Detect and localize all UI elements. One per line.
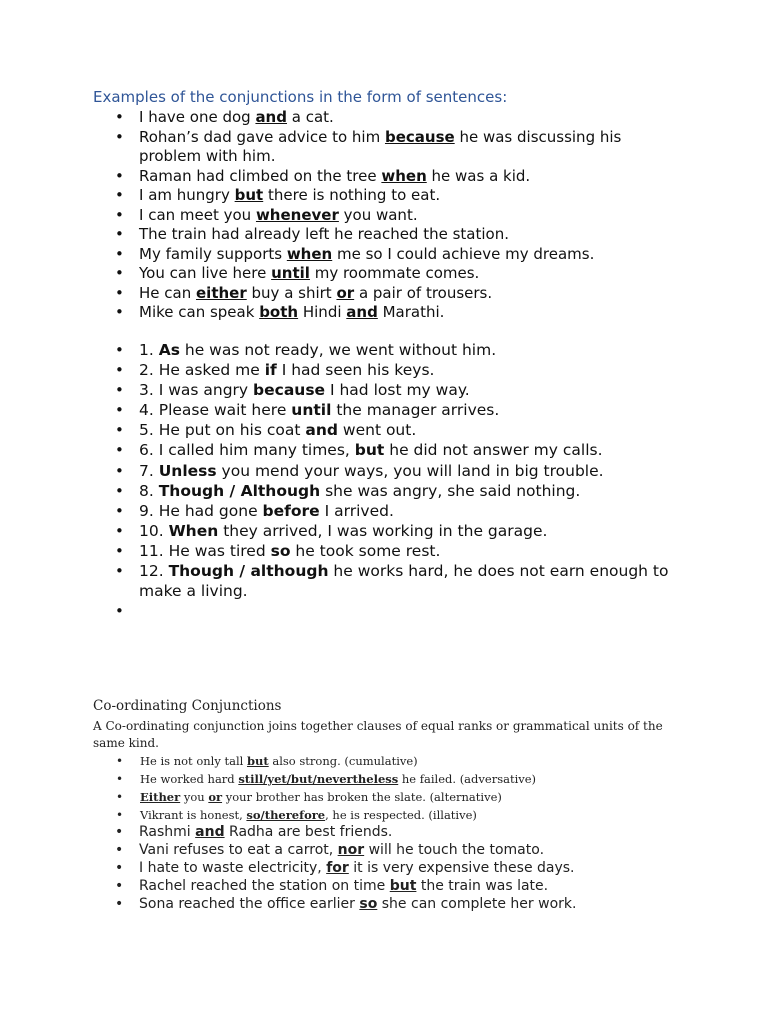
sentence-text: also strong. (cumulative) — [268, 754, 418, 768]
conjunction-keyword: and — [195, 824, 225, 840]
sentence-text: Mike can speak — [139, 303, 260, 321]
conjunction-keyword: and — [255, 108, 287, 126]
sentence-text: you — [180, 790, 209, 804]
section-heading-examples: Examples of the conjunctions in the form of sentences: — [93, 88, 508, 106]
list-item — [0, 806, 768, 824]
sentence-text: a cat. — [286, 108, 334, 126]
examples-list-container — [0, 108, 768, 323]
sentence-text: your brother has broken the slate. (alternative) — [222, 790, 502, 804]
sentence-text: I arrived. — [319, 501, 394, 520]
sentence-text: 4. Please wait here — [139, 401, 292, 420]
list-item — [0, 340, 768, 360]
conjunction-keyword: until — [271, 264, 310, 282]
sentence-text: the train was late. — [416, 878, 549, 894]
list-item — [0, 461, 768, 481]
sentence-text: they arrived, I was working in the garage. — [218, 521, 548, 540]
sentence-text: My family supports — [139, 244, 287, 263]
conjunction-keyword: Though / Although — [158, 481, 321, 500]
sentence-text: went out. — [337, 421, 417, 440]
list-item — [0, 360, 768, 380]
list-item — [0, 108, 768, 128]
conjunction-keyword: when — [286, 244, 333, 263]
conjunction-keyword: either — [196, 283, 247, 302]
sentence-text: I have one dog — [139, 108, 256, 126]
conjunction-keyword: When — [168, 521, 219, 540]
sentence-text: I had seen his keys. — [276, 361, 435, 380]
sentence-text: 3. I was angry — [139, 381, 254, 400]
sentence-text: Rohan’s dad gave advice to him — [139, 127, 385, 146]
sentence-text: He worked hard — [140, 772, 239, 786]
conjunction-keyword: Either — [140, 790, 181, 804]
conjunction-keyword: until — [291, 401, 332, 420]
list-item — [0, 245, 768, 265]
list-item — [0, 752, 768, 770]
sentence-text: he was discussing his problem with him. — [139, 127, 622, 165]
conjunction-keyword: both — [259, 303, 299, 321]
list-item — [0, 788, 768, 806]
sentence-text: my roommate comes. — [309, 264, 480, 282]
conjunction-keyword: Though / although — [168, 562, 329, 581]
list-item — [0, 481, 768, 501]
list-item — [0, 770, 768, 788]
sentence-text: I had lost my way. — [325, 381, 470, 400]
sentence-text: buy a shirt — [246, 283, 337, 302]
list-item — [0, 501, 768, 521]
conjunction-keyword: whenever — [255, 205, 339, 224]
sentence-text: he was a kid. — [426, 166, 531, 185]
coordinating-serif-list-container — [0, 752, 768, 824]
sentence-text: you mend your ways, you will land in big trouble. — [216, 461, 604, 480]
sentence-text: Raman had climbed on the tree — [139, 166, 382, 185]
list-item — [0, 128, 768, 167]
list-item — [0, 561, 768, 601]
sentence-text: Sona reached the office earlier — [139, 896, 360, 912]
conjunction-keyword: still/yet/but/nevertheless — [238, 772, 399, 786]
conjunction-keyword: if — [264, 361, 277, 380]
conjunction-keyword: and — [346, 303, 378, 321]
list-item — [0, 877, 768, 895]
conjunction-keyword: but — [246, 754, 269, 768]
sentence-text: 1. — [139, 341, 159, 359]
list-item — [0, 225, 768, 245]
conjunction-keyword: before — [262, 501, 320, 520]
conjunction-keyword: for — [326, 860, 349, 876]
conjunction-keyword: so — [359, 896, 378, 912]
list-item — [0, 420, 768, 440]
sentence-text: I can meet you — [139, 205, 256, 224]
sentence-text: You can live here — [139, 264, 272, 282]
sentence-text: 8. — [139, 481, 159, 500]
coordinating-sans-list — [0, 823, 768, 913]
sentence-text: 9. He had gone — [139, 501, 263, 520]
sentence-text: he took some rest. — [290, 541, 441, 560]
sentence-text: he failed. (adversative) — [398, 772, 537, 786]
sentence-text: Rashmi — [139, 824, 196, 840]
list-item — [0, 440, 768, 460]
conjunction-keyword: because — [384, 127, 455, 146]
numbered-examples-container — [0, 340, 768, 621]
sentence-text: he works hard, he does not earn enough to make a living. — [139, 562, 669, 601]
list-item — [0, 186, 768, 206]
sentence-text: you want. — [338, 205, 418, 224]
list-item — [0, 895, 768, 913]
list-item — [0, 264, 768, 284]
sentence-text: He can — [139, 283, 196, 302]
sentence-text: 10. — [139, 521, 169, 540]
conjunction-keyword: when — [381, 166, 427, 185]
conjunction-keyword: Unless — [158, 461, 217, 480]
coordinating-heading: Co-ordinating Conjunctions — [93, 698, 282, 714]
sentence-text: The train had already left he reached the station. — [139, 225, 509, 243]
sentence-text: He is not only tall — [140, 754, 247, 768]
sentence-text: me so I could achieve my dreams. — [332, 244, 595, 263]
list-item — [0, 400, 768, 420]
sentence-text: she can complete her work. — [377, 896, 577, 912]
sentence-text: 6. I called him many times, — [139, 441, 355, 460]
list-item — [0, 541, 768, 561]
list-item — [0, 521, 768, 541]
sentence-text: Hindi — [298, 303, 347, 321]
sentence-text: I am hungry — [139, 186, 235, 204]
sentence-text: 7. — [139, 461, 159, 480]
conjunction-keyword: but — [389, 878, 417, 894]
sentence-text: Marathi. — [377, 303, 445, 321]
conjunction-keyword: but — [234, 186, 264, 204]
conjunction-keyword: because — [253, 381, 326, 400]
examples-list — [0, 108, 768, 323]
list-item — [0, 859, 768, 877]
conjunction-keyword: and — [305, 421, 338, 440]
list-item — [0, 823, 768, 841]
sentence-text: she was angry, she said nothing. — [320, 481, 581, 500]
sentence-text: the manager arrives. — [331, 401, 500, 420]
sentence-text: 11. He was tired — [139, 541, 271, 560]
list-item — [0, 303, 768, 323]
sentence-text: , he is respected. (illative) — [325, 808, 477, 822]
conjunction-keyword: As — [158, 341, 180, 359]
sentence-text: it is very expensive these days. — [348, 860, 575, 876]
sentence-text: Vikrant is honest, — [140, 808, 247, 822]
list-item — [0, 380, 768, 400]
conjunction-keyword: or — [208, 790, 223, 804]
coordinating-serif-list — [0, 752, 768, 824]
sentence-text: there is nothing to eat. — [263, 186, 441, 204]
sentence-text: a pair of trousers. — [354, 283, 493, 302]
conjunction-keyword: nor — [337, 842, 365, 858]
sentence-text: Vani refuses to eat a carrot, — [139, 842, 338, 858]
list-item — [0, 841, 768, 859]
coordinating-definition: A Co-ordinating conjunction joins together clauses of equal ranks or grammatical units of the same kind. — [93, 719, 663, 750]
list-item — [0, 206, 768, 226]
sentence-text: he was not ready, we went without him. — [179, 341, 497, 359]
numbered-examples-list — [0, 340, 768, 621]
list-item — [0, 167, 768, 187]
sentence-text: I hate to waste electricity, — [139, 860, 327, 876]
sentence-text: Radha are best friends. — [224, 824, 393, 840]
coordinating-sans-list-container — [0, 823, 768, 913]
sentence-text: 5. He put on his coat — [139, 421, 306, 440]
sentence-text: he did not answer my calls. — [384, 441, 603, 460]
conjunction-keyword: or — [336, 283, 355, 302]
sentence-text: 2. He asked me — [139, 361, 265, 380]
sentence-text: will he touch the tomato. — [364, 842, 545, 858]
conjunction-keyword: so/therefore — [246, 808, 326, 822]
conjunction-keyword: but — [354, 441, 385, 460]
list-item — [0, 601, 768, 621]
sentence-text: Rachel reached the station on time — [139, 878, 390, 894]
list-item — [0, 284, 768, 304]
conjunction-keyword: so — [270, 541, 291, 560]
sentence-text: 12. — [139, 562, 169, 581]
